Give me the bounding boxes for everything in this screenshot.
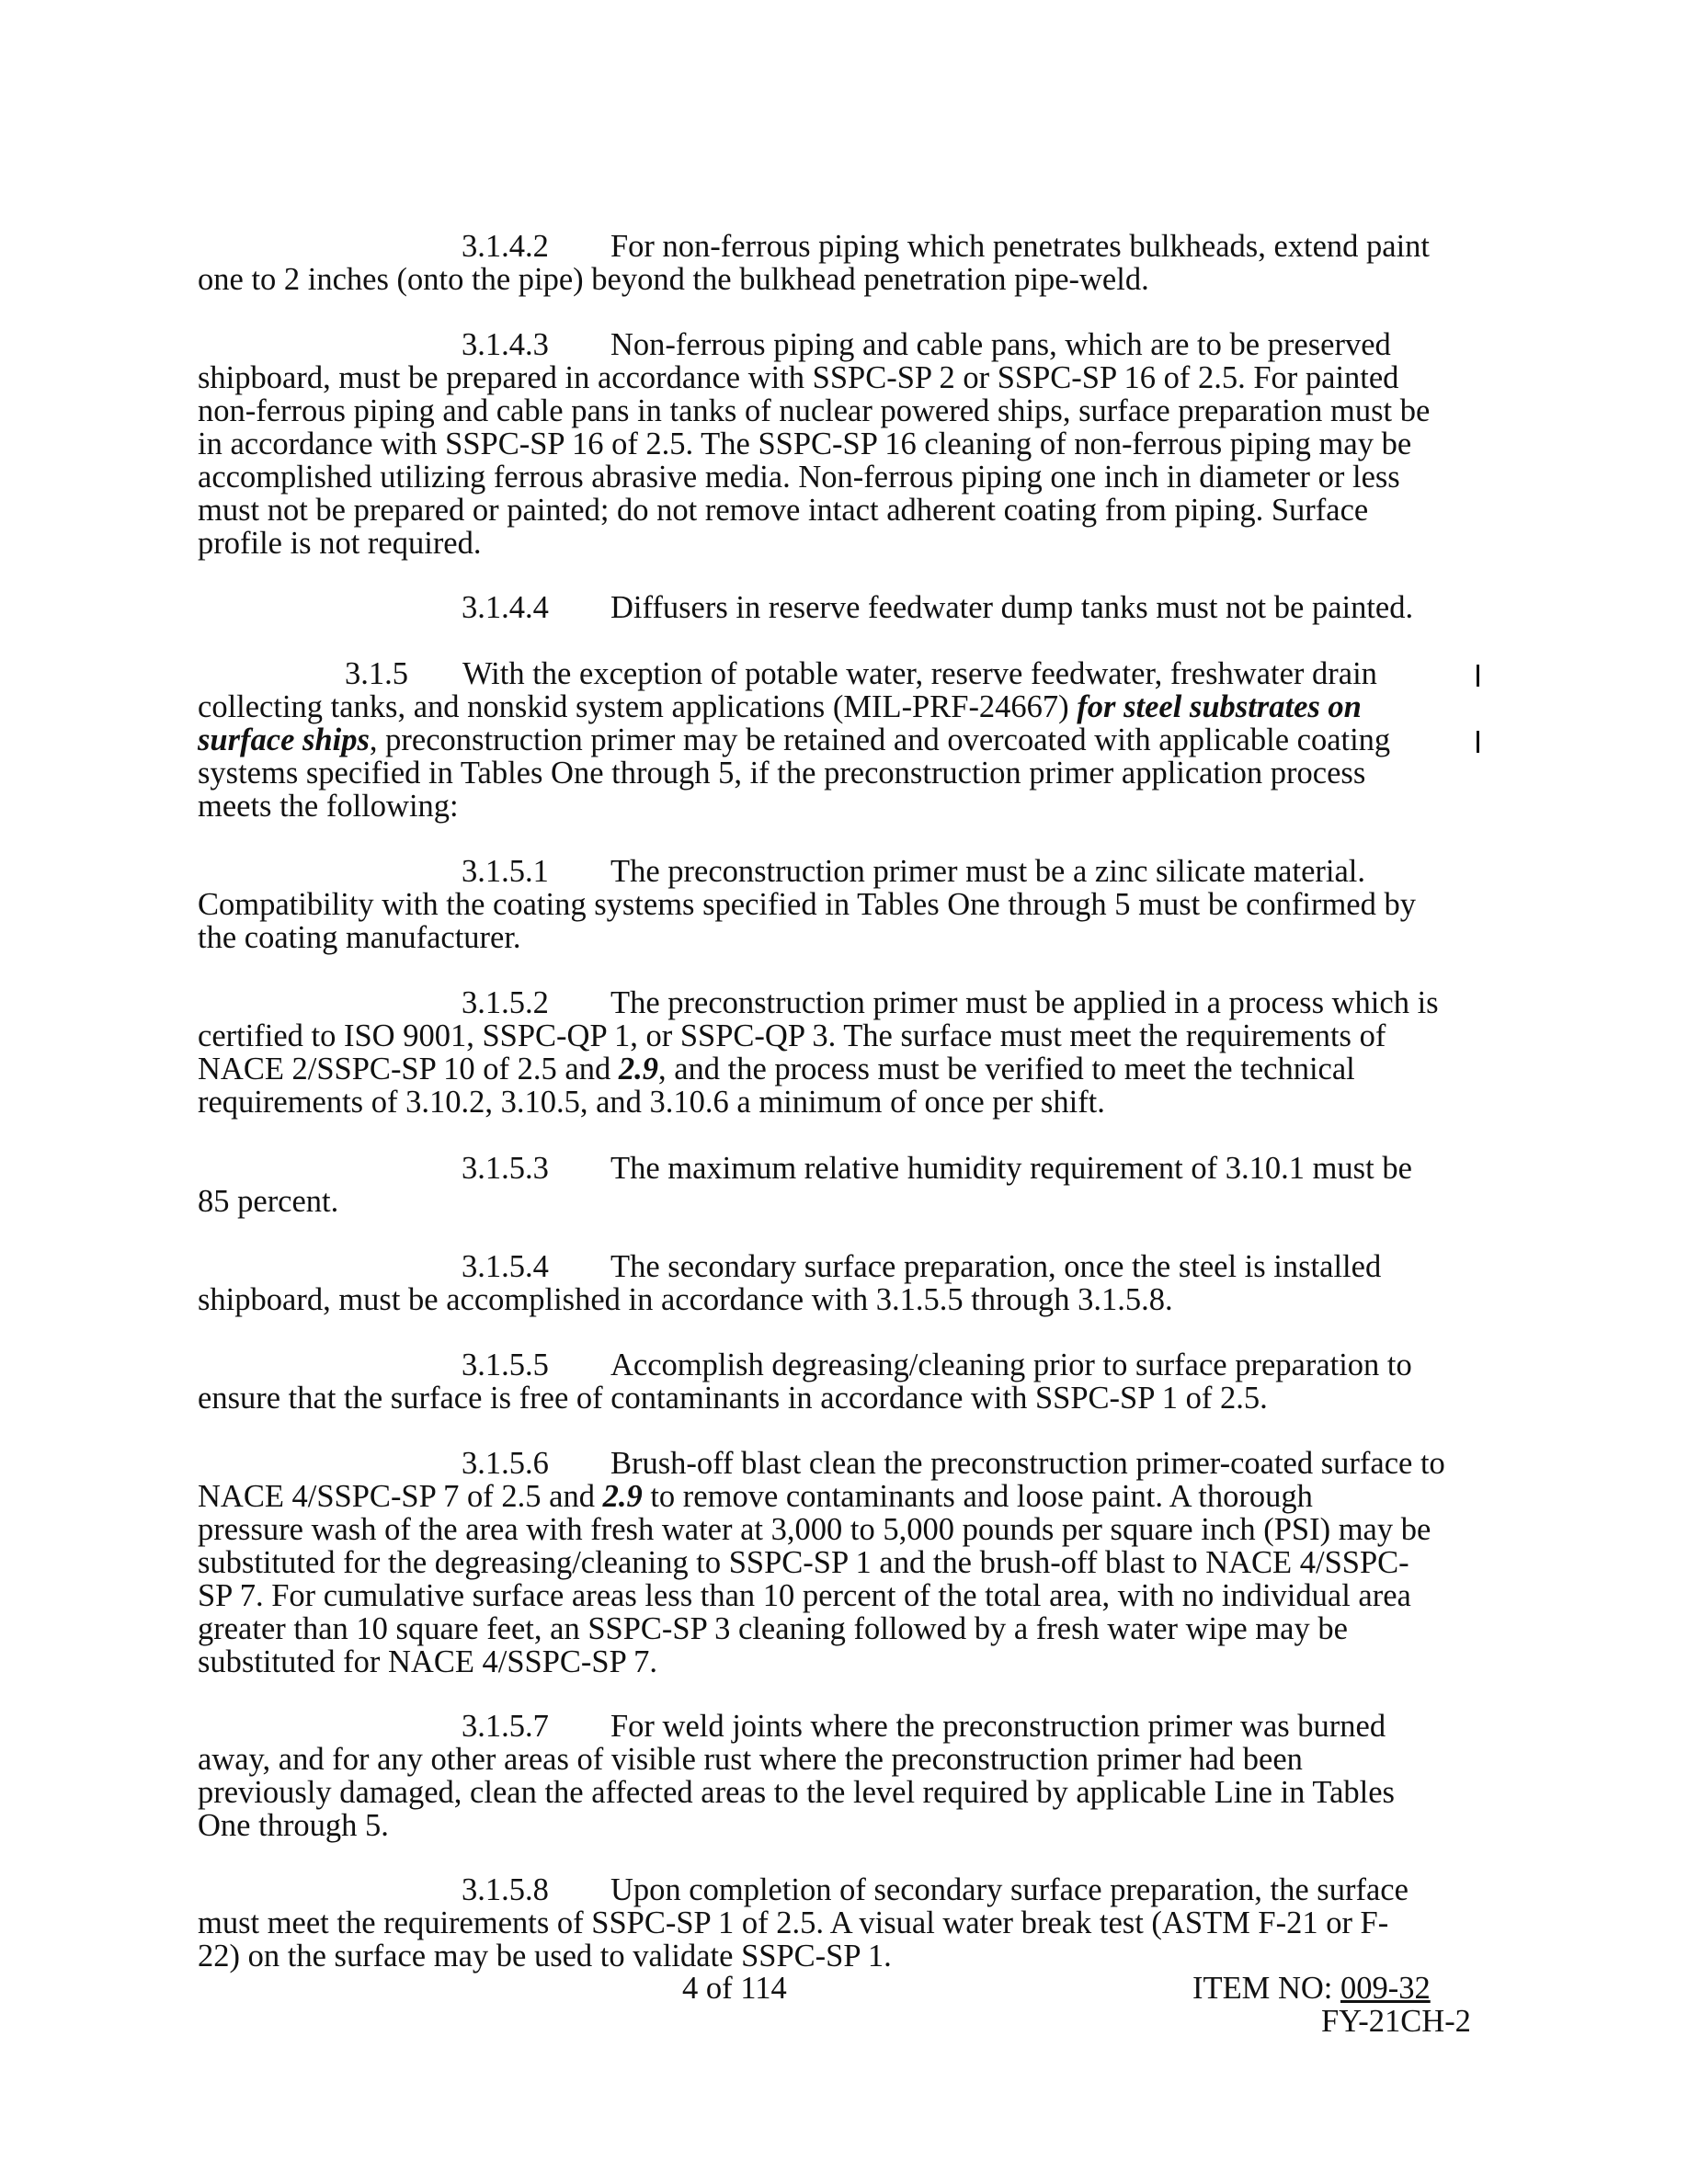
section-number: 3.1.5.2	[462, 985, 549, 1020]
emphasis-text: 2.9	[602, 1479, 643, 1514]
section-number: 3.1.5.3	[462, 1151, 549, 1186]
paragraph-3-1-5-4: 3.1.5.4 The secondary surface preparation, once the steel is installed shipboard, must be accomplished in accordance with 3.1.5.5 through 3.1.5.8.	[198, 1249, 1382, 1317]
paragraph-3-1-5-3: 3.1.5.3 The maximum relative humidity requirement of 3.10.1 must be 85 percent.	[198, 1151, 1412, 1219]
section-number: 3.1.5.7	[462, 1709, 549, 1744]
section-number: 3.1.4.3	[462, 327, 549, 362]
emphasis-text: for steel substrates on	[1077, 689, 1362, 724]
paragraph-3-1-4-3: 3.1.4.3 Non-ferrous piping and cable pans, which are to be preserved shipboard, must be prepared in accordance with SSPC-SP 2 or SSPC-SP 16 of 2.5. For painted non-ferrous piping and cable pans in tanks of nuclear powered ships, surface preparation must be in accordance with SSPC-SP 16 of 2.5. The SSPC-SP 16 cleaning of non-ferrous piping may be accomplished utilizing ferrous abrasive media. Non-ferrous piping one inch in diameter or less must not be prepared or painted; do not remove intact adherent coating from piping. Surface profile is not required.	[198, 327, 1431, 561]
section-number: 3.1.4.2	[462, 229, 549, 264]
section-number: 3.1.5.8	[462, 1872, 549, 1907]
fiscal-year-label: FY-21CH-2	[1321, 2004, 1471, 2039]
section-number: 3.1.4.4	[462, 590, 549, 625]
revision-bar	[1477, 665, 1479, 687]
paragraph-3-1-4-4: 3.1.4.4 Diffusers in reserve feedwater dump tanks must not be painted.	[462, 590, 1414, 625]
paragraph-3-1-5-8: 3.1.5.8 Upon completion of secondary surface preparation, the surface must meet the requirements of SSPC-SP 1 of 2.5. A visual water break test (ASTM F-21 or F- 22) on the surface may be used to validate SSPC-SP 1.	[198, 1872, 1409, 1974]
page-number: 4 of 114	[682, 1971, 787, 2006]
paragraph-3-1-5-5: 3.1.5.5 Accomplish degreasing/cleaning prior to surface preparation to ensure that the surface is free of contaminants in accordance with SSPC-SP 1 of 2.5.	[198, 1348, 1412, 1416]
section-number: 3.1.5.5	[462, 1348, 549, 1382]
paragraph-3-1-4-2: 3.1.4.2 For non-ferrous piping which penetrates bulkheads, extend paint one to 2 inches (onto the pipe) beyond the bulkhead penetration pipe-weld.	[198, 229, 1431, 297]
section-number: 3.1.5.1	[462, 854, 549, 889]
item-number-value: 009-32	[1340, 1971, 1431, 2006]
paragraph-3-1-5-2: 3.1.5.2 The preconstruction primer must be applied in a process which is certified to ISO 9001, SSPC-QP 1, or SSPC-QP 3. The surface must meet the requirements of NACE 2/SSPC-SP 10 of 2.5 and 2.9, and the process must be verified to meet the technical requirements of 3.10.2, 3.10.5, and 3.10.6 a minimum of once per shift.	[198, 985, 1439, 1120]
section-number: 3.1.5.4	[462, 1249, 549, 1284]
section-number: 3.1.5.6	[462, 1446, 549, 1481]
item-number	[1192, 1972, 1431, 2005]
revision-bar	[1477, 731, 1479, 753]
paragraph-3-1-5-7: 3.1.5.7 For weld joints where the preconstruction primer was burned away, and for any other areas of visible rust where the preconstruction primer had been previously damaged, clean the affected areas to the level required by applicable Line in Tables One through 5.	[198, 1709, 1395, 1843]
paragraph-3-1-5-6: 3.1.5.6 Brush-off blast clean the preconstruction primer-coated surface to NACE 4/SSPC-SP 7 of 2.5 and 2.9 to remove contaminants and loose paint. A thorough pressure wash of the area with fresh water at 3,000 to 5,000 pounds per square inch (PSI) may be substituted for the degreasing/cleaning to SSPC-SP 1 and the brush-off blast to NACE 4/SSPC- SP 7. For cumulative surface areas less than 10 percent of the total area, with no individual area greater than 10 square feet, an SSPC-SP 3 cleaning followed by a fresh water wipe may be substituted for NACE 4/SSPC-SP 7.	[198, 1446, 1445, 1679]
item-label: ITEM NO:	[1192, 1971, 1340, 2006]
emphasis-text: 2.9	[618, 1052, 658, 1086]
paragraph-3-1-5: 3.1.5 With the exception of potable water, reserve feedwater, freshwater drain collecting tanks, and nonskid system applications (MIL-PRF-24667) for steel substrates on surface ships, preconstruction primer may be retained and overcoated with applicable coating systems specified in Tables One through 5, if the preconstruction primer application process meets the following:	[198, 656, 1391, 824]
emphasis-text: surface ships	[198, 722, 370, 757]
paragraph-3-1-5-1: 3.1.5.1 The preconstruction primer must be a zinc silicate material. Compatibility with the coating systems specified in Tables One through 5 must be confirmed by the coating manufacturer.	[198, 854, 1416, 955]
section-number: 3.1.5	[345, 656, 408, 691]
